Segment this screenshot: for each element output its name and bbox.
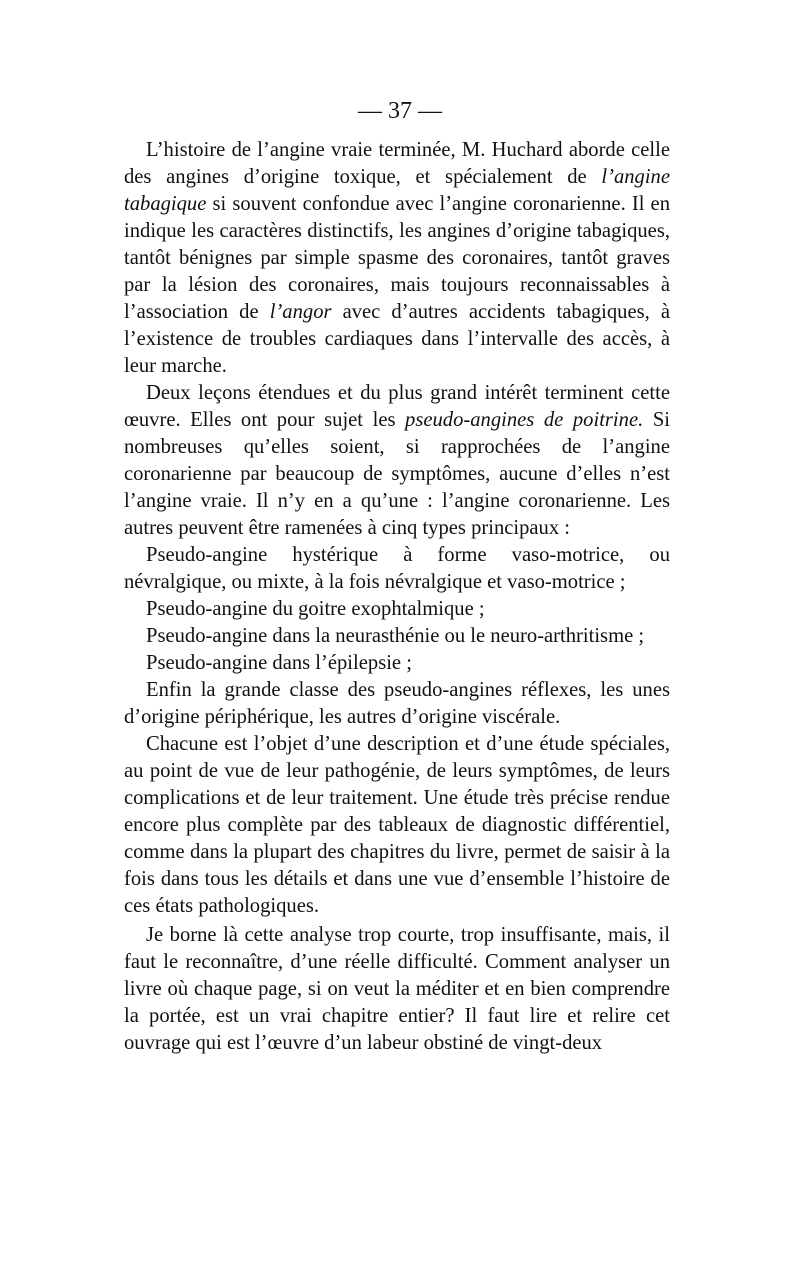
list-item: Pseudo-angine hystérique à forme vaso-motrice, ou névralgique, ou mixte, à la fois névralgique et vaso-motrice ;: [124, 544, 670, 593]
paragraph-angine-tabagique: L’histoire de l’angine vraie terminée, M. Huchard aborde celle des angines d’origine toxique, et spécialement de l’angine tabagique si souvent confondue avec l’angine coronarienne. Il en indique les caractères distinctifs, les angines d’origine tabagiques, tantôt bénignes par simple spasme des coronaires, tantôt graves par la lésion des coronaires, mais toujours reconnaissables à l’association de l’angor avec d’autres accidents tabagiques, à l’existence de troubles cardiaques dans l’intervalle des accès, à leur marche.: [124, 139, 670, 377]
list-item: Pseudo-angine dans la neurasthénie ou le neuro-arthritisme ;: [146, 625, 645, 647]
list-item: Pseudo-angine dans l’épilepsie ;: [146, 652, 412, 674]
list-item: Enfin la grande classe des pseudo-angines réflexes, les unes d’origine périphérique, les autres d’origine viscérale.: [124, 679, 670, 728]
page-number: — 37 —: [358, 98, 442, 124]
list-item: Pseudo-angine du goitre exophtalmique ;: [146, 598, 485, 620]
paragraph-chacune: Chacune est l’objet d’une description et d’une étude spéciales, au point de vue de leur pathogénie, de leurs symptômes, de leurs complications et de leur traitement. Une étude très précise rendue encore plus complète par des tableaux de diagnostic différentiel, comme dans la plupart des chapitres du livre, permet de saisir à la fois dans tous les détails et dans une vue d’ensemble l’histoire de ces états pathologiques.: [124, 733, 670, 917]
text-block-lower: [124, 922, 670, 1057]
text-block-upper: [124, 137, 670, 920]
paragraph-conclusion: Je borne là cette analyse trop courte, trop insuffisante, mais, il faut le reconnaître, d’une réelle difficulté. Comment analyser un livre où chaque page, si on veut la méditer et en bien comprendre la portée, est un vrai chapitre entier? Il faut lire et relire cet ouvrage qui est l’œuvre d’un labeur obstiné de vingt-deux: [124, 924, 670, 1054]
paragraph-pseudo-angines: Deux leçons étendues et du plus grand intérêt terminent cette œuvre. Elles ont pour sujet les pseudo-angines de poitrine. Si nombreuses qu’elles soient, si rapprochées de l’angine coronarienne par beaucoup de symptômes, aucune d’elles n’est l’angine vraie. Il n’y en a qu’une : l’angine coronarienne. Les autres peuvent être ramenées à cinq types principaux :: [124, 382, 670, 539]
